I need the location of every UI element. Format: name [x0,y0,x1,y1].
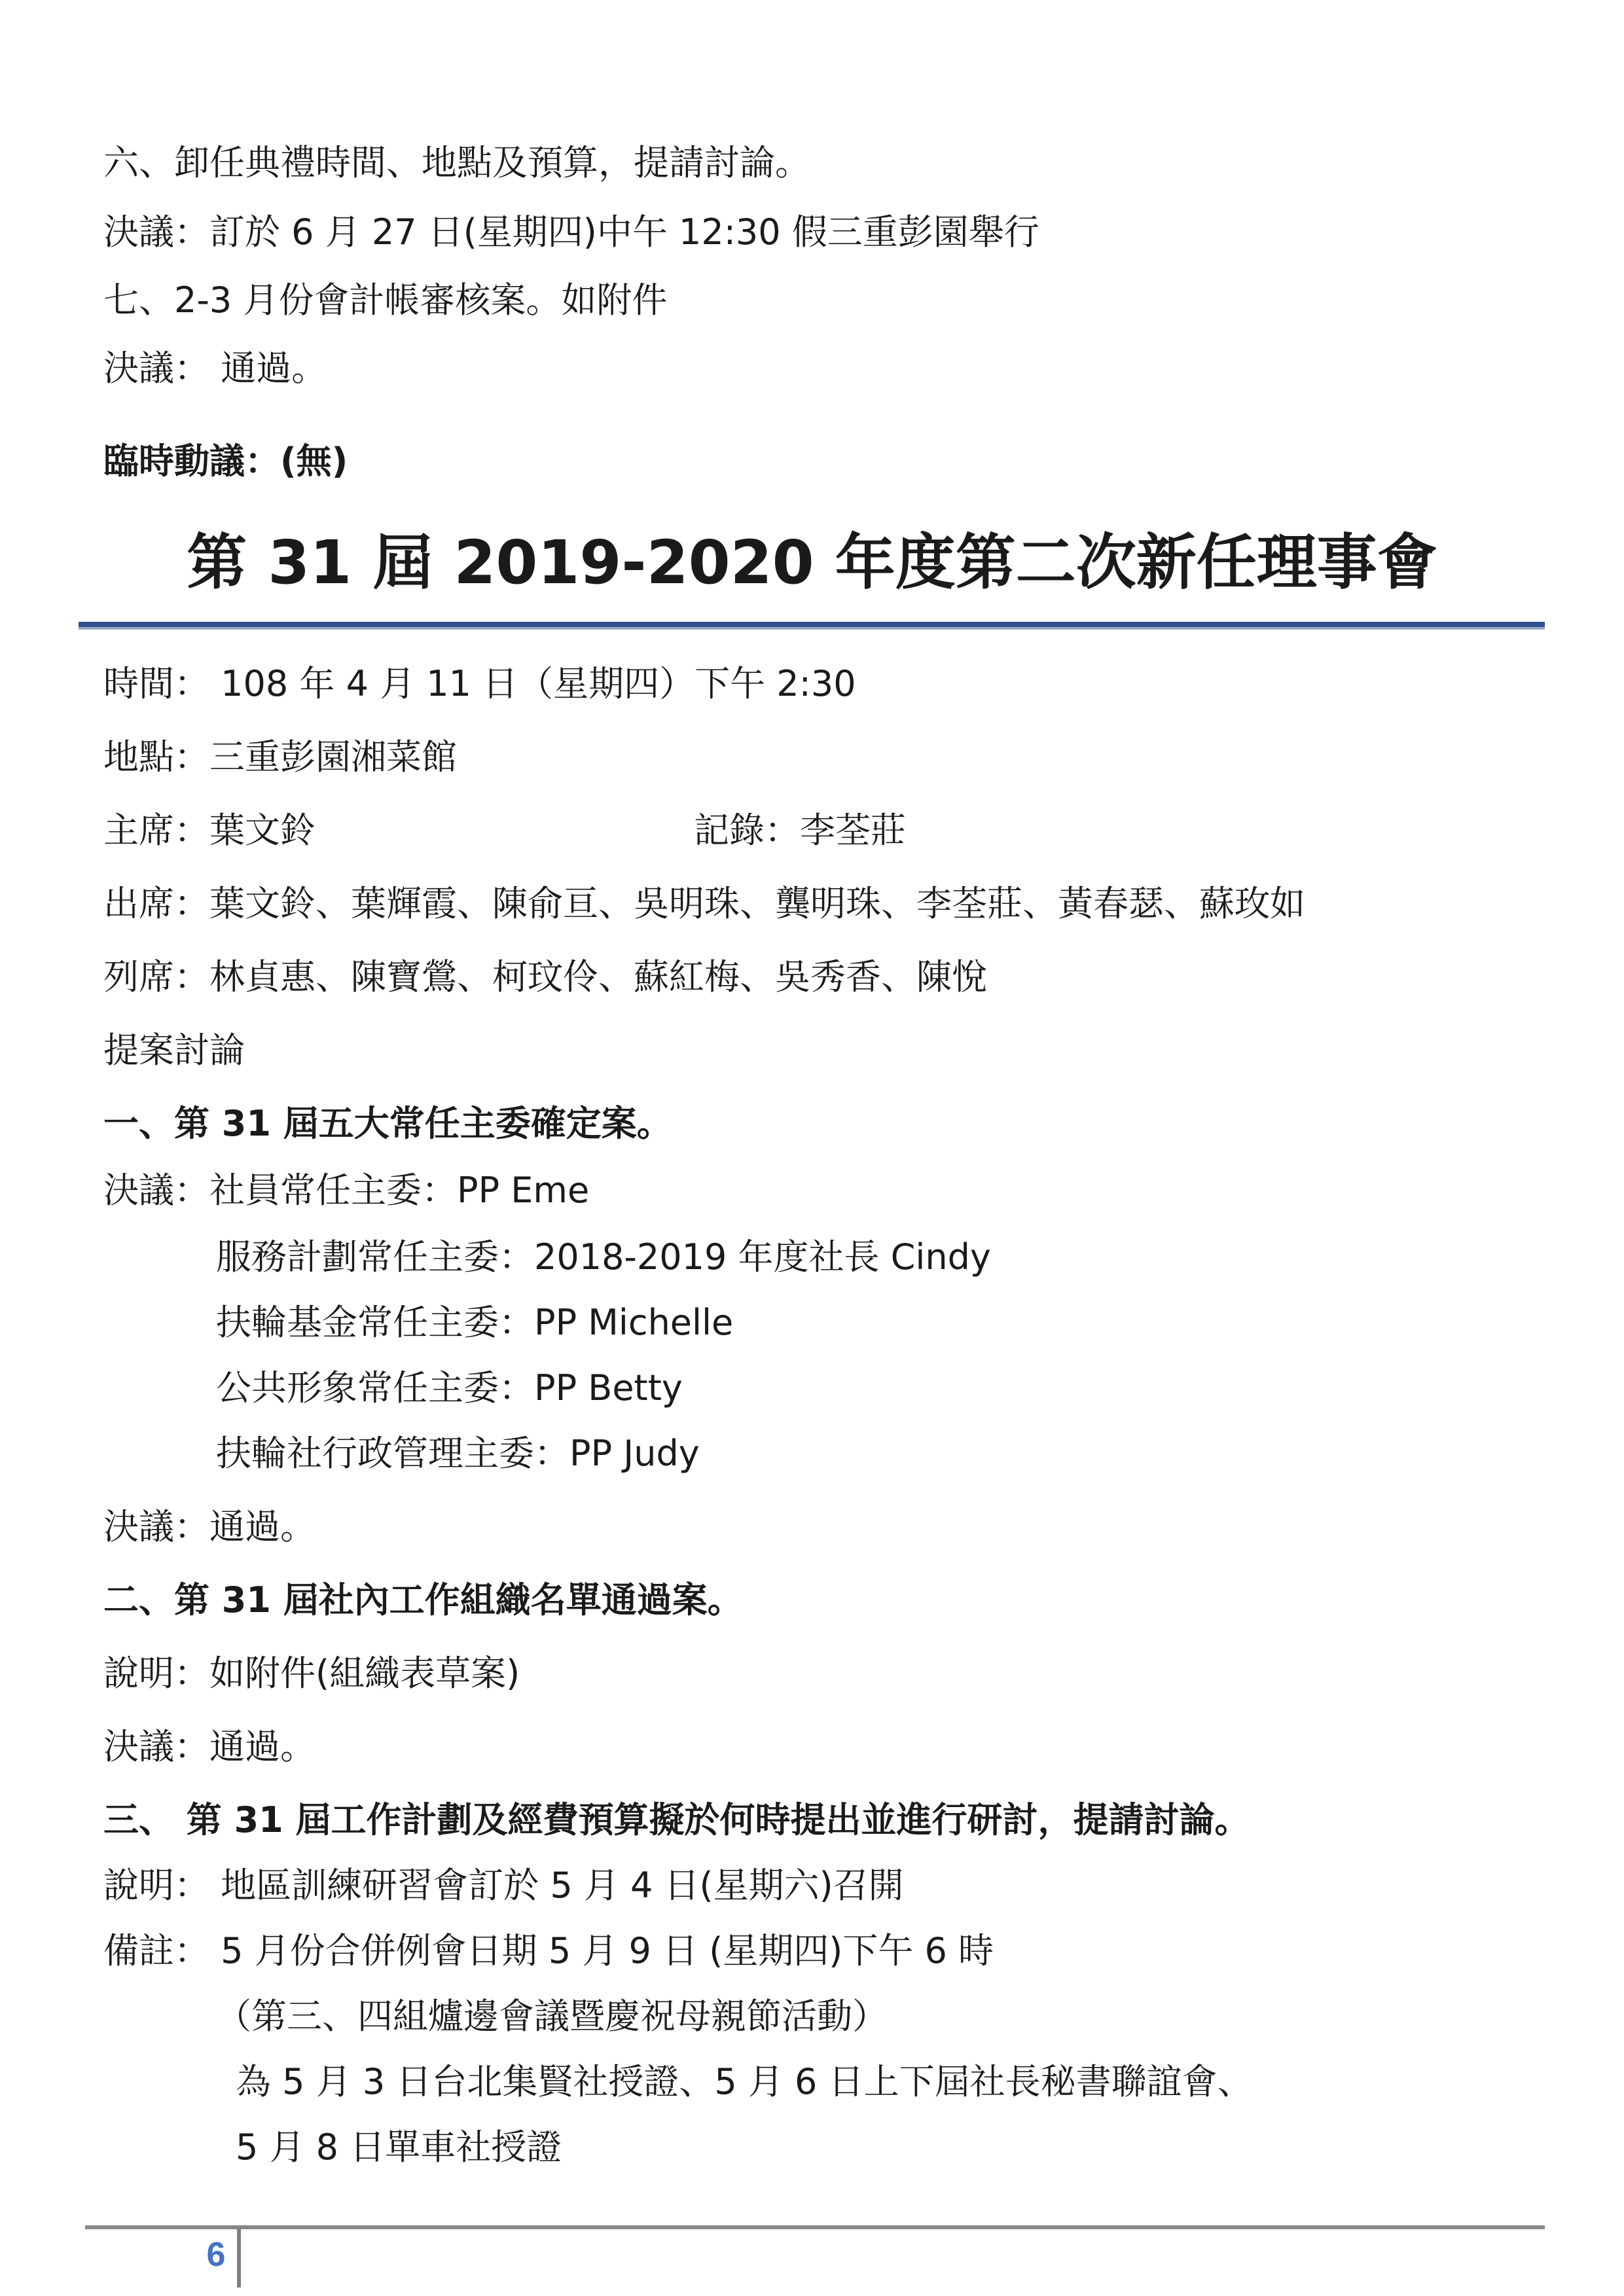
proposal3-remark-line: （第三、四組爐邊會議暨慶祝母親節活動） [216,1996,888,2037]
proposal3-remark-line: 為 5 月 3 日台北集賢社授證、5 月 6 日上下屆社長秘書聯誼會、 [236,2061,1253,2102]
page-number: 6 [206,2236,226,2274]
meeting-observers: 列席：林貞惠、陳寶鶯、柯玟伶、蘇紅梅、吳秀香、陳悅 [103,956,987,997]
discussion-heading: 提案討論 [103,1030,245,1071]
proposal1-line: 公共形象常任主委：PP Betty [216,1367,683,1408]
proposal1-resolution-first: 決議：社員常任主委：PP Eme [103,1170,590,1211]
proposal3-note: 說明： 地區訓練研習會訂於 5 月 4 日(星期六)召開 [103,1865,904,1906]
footer-divider [85,2225,1545,2229]
item6-text: 六、卸任典禮時間、地點及預算，提請討論。 [103,142,810,183]
item7-resolution: 決議： 通過。 [103,348,327,389]
meeting-title: 第 31 屆 2019-2020 年度第二次新任理事會 [187,528,1437,598]
proposal2-heading: 二、第 31 屆社內工作組織名單通過案。 [103,1579,743,1621]
meeting-time: 時間： 108 年 4 月 11 日（星期四）下午 2:30 [103,663,856,704]
proposal3-remark-line: 5 月 8 日單車社授證 [236,2126,562,2168]
proposal1-line: 服務計劃常任主委：2018-2019 年度社長 Cindy [216,1236,991,1278]
proposal3-remark: 備註： 5 月份合併例會日期 5 月 9 日 (星期四)下午 6 時 [103,1930,994,1971]
proposal1-heading: 一、第 31 屆五大常任主委確定案。 [103,1103,672,1144]
meeting-place: 地點：三重彭園湘菜館 [103,736,457,778]
proposal2-note: 說明：如附件(組織表草案) [103,1653,520,1694]
item7-text: 七、2-3 月份會計帳審核案。如附件 [103,279,668,321]
page-number-separator [237,2229,241,2287]
meeting-chair: 主席：葉文鈴 [103,810,316,851]
meeting-recorder: 記錄：李荃莊 [694,810,906,851]
proposal1-line: 扶輪社行政管理主委：PP Judy [216,1433,700,1474]
proposal3-heading: 三、 第 31 屆工作計劃及經費預算擬於何時提出並進行研討，提請討論。 [103,1799,1250,1840]
proposal1-line: 扶輪基金常任主委：PP Michelle [216,1302,734,1343]
title-divider [79,622,1545,630]
item6-resolution: 決議：訂於 6 月 27 日(星期四)中午 12:30 假三重彭園舉行 [103,211,1039,253]
proposal2-resolution: 決議：通過。 [103,1726,316,1767]
meeting-attendees: 出席：葉文鈴、葉輝霞、陳俞亘、吳明珠、龔明珠、李荃莊、黃春瑟、蘇玫如 [103,883,1305,924]
proposal1-resolution: 決議：通過。 [103,1506,316,1547]
extempore-motion: 臨時動議：(無) [103,440,348,482]
